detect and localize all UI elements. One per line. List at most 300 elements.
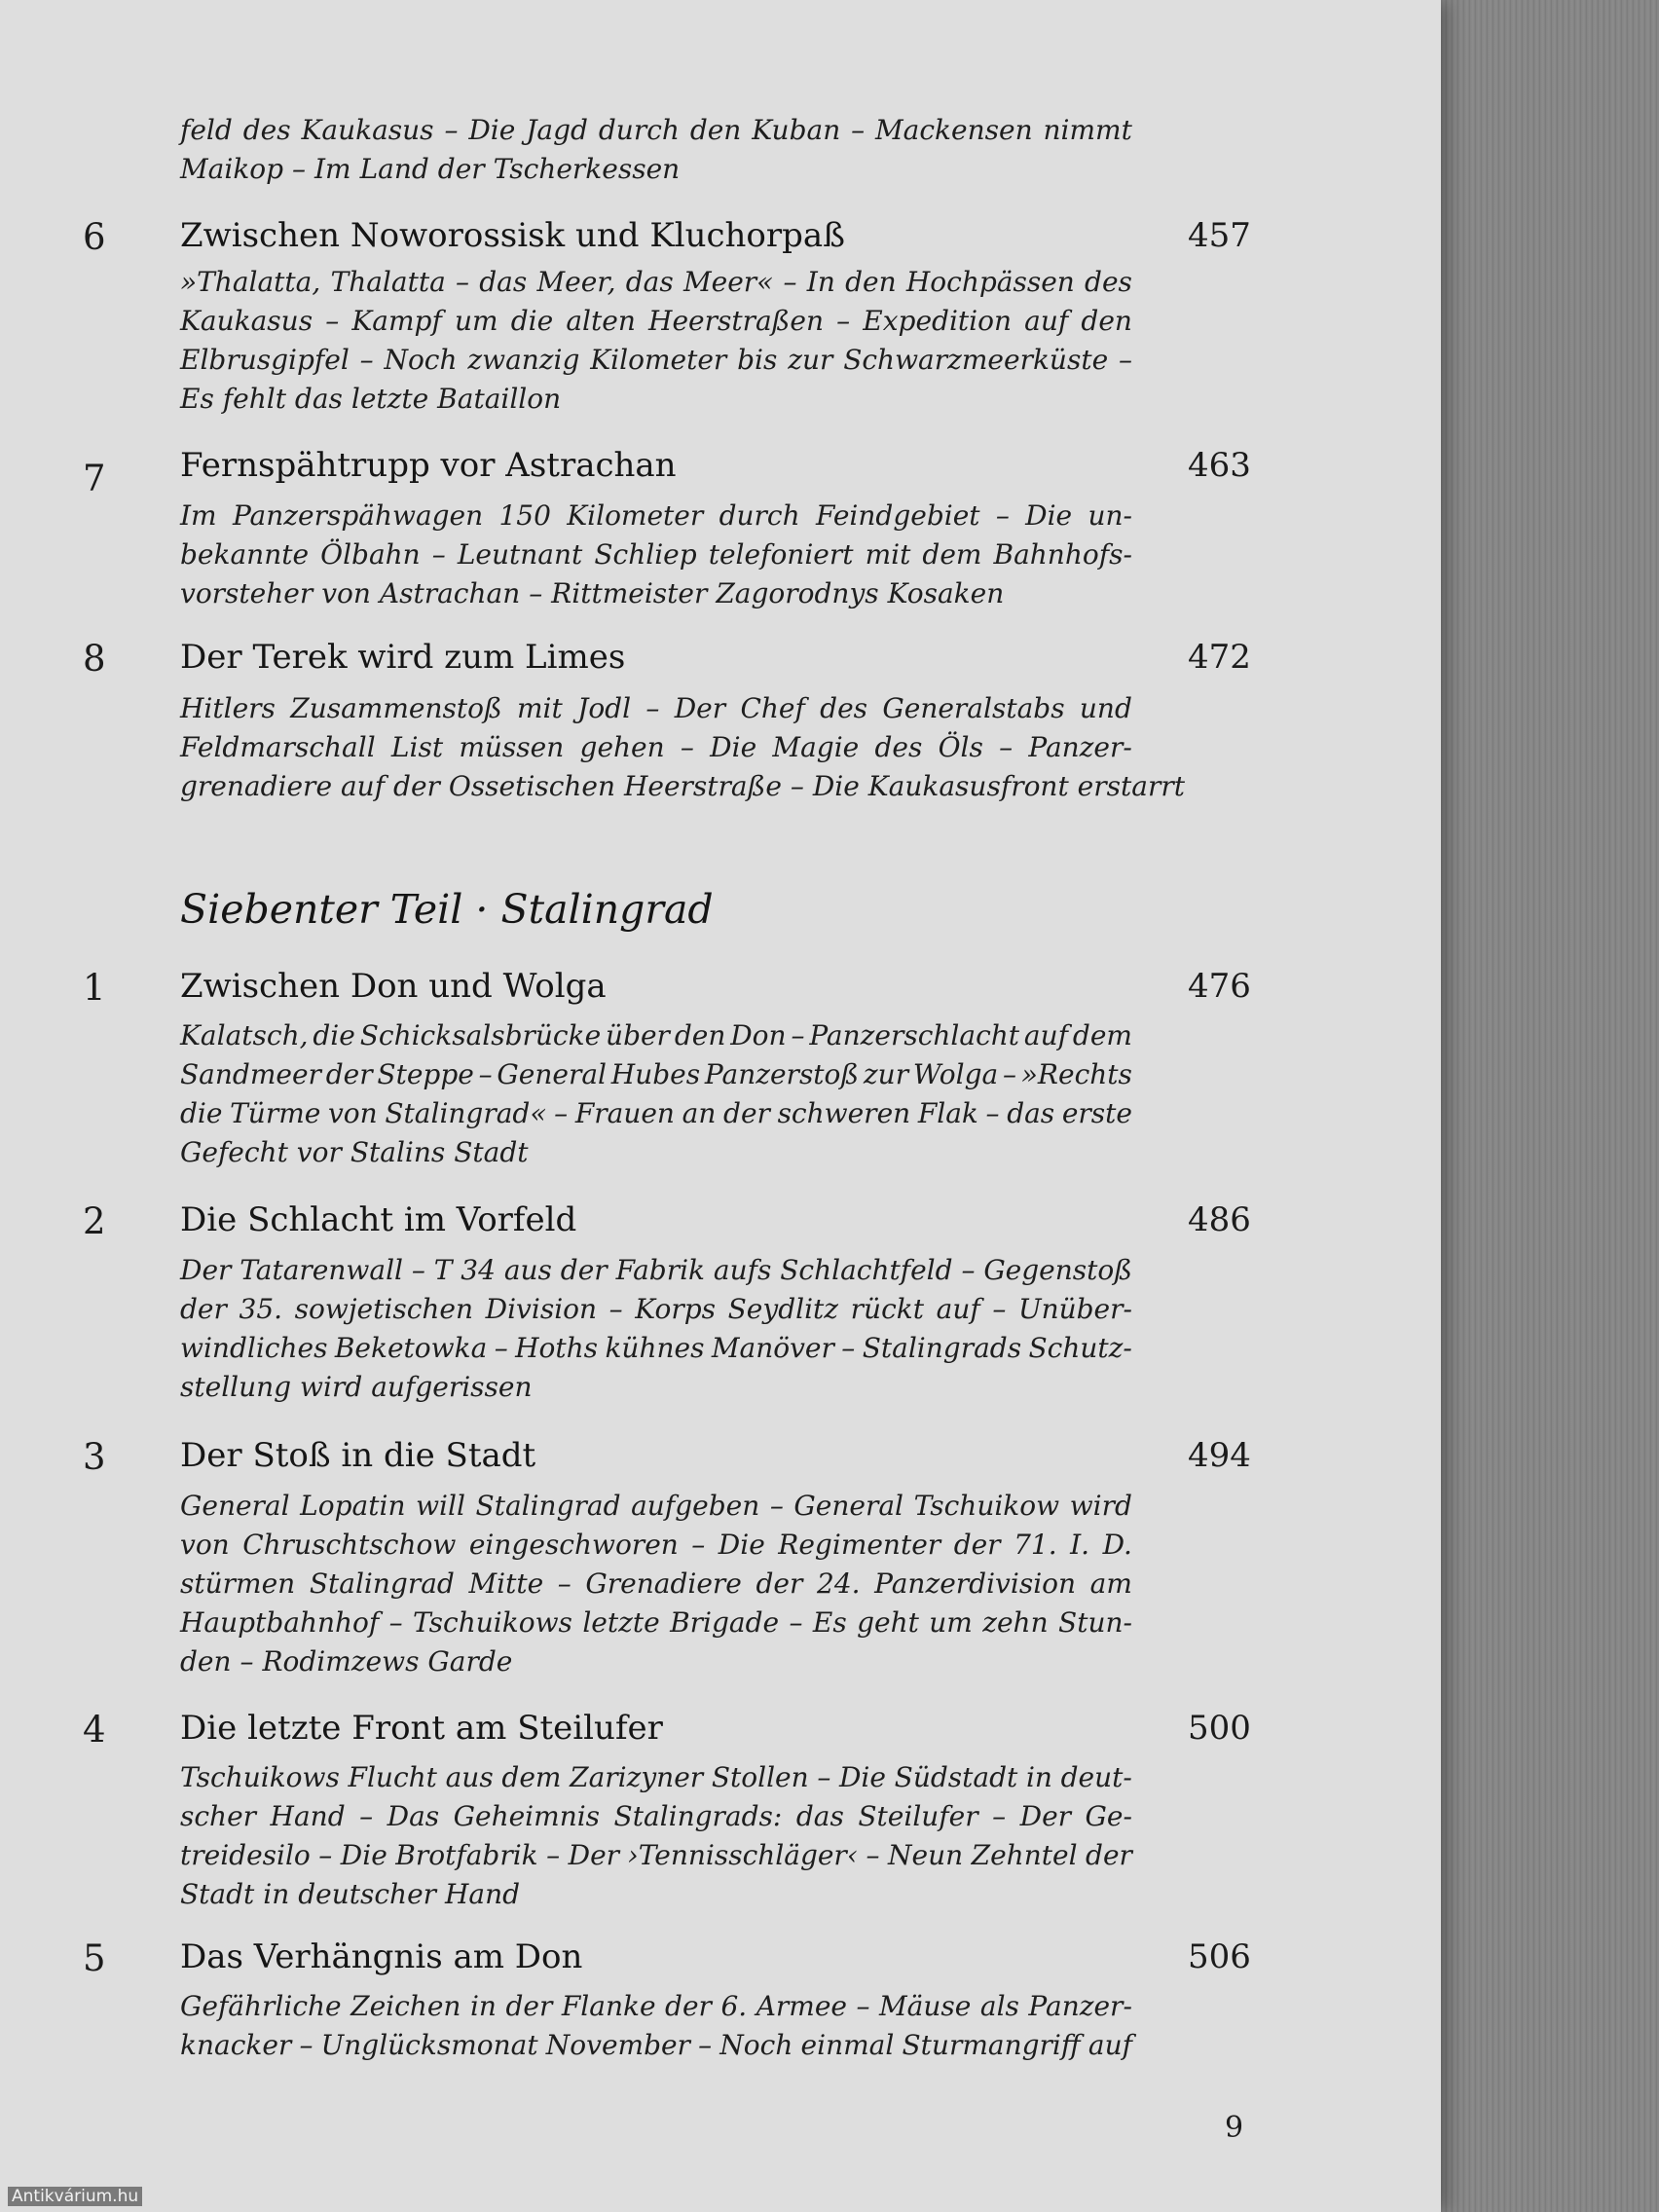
description-line <box>180 535 1132 574</box>
description-word: – <box>769 1490 784 1522</box>
description-word: – <box>995 499 1010 532</box>
description-word: Kilometer <box>590 344 727 376</box>
description-word: Lopatin <box>300 1490 406 1522</box>
description-word: der <box>560 1254 608 1286</box>
description-word: Der <box>1019 1800 1072 1832</box>
description-word: – <box>478 1058 493 1090</box>
description-word: müssen <box>459 731 565 763</box>
description-word: in <box>1025 1761 1052 1793</box>
description-word: dem <box>1072 1019 1132 1051</box>
description-word: aus <box>503 1254 552 1286</box>
description-word: Chef <box>740 692 805 724</box>
description-word: Frauen <box>574 1097 675 1129</box>
description-word: Das <box>387 1800 440 1832</box>
description-word: 35. <box>239 1293 283 1325</box>
next-page-edge <box>1441 0 1659 2212</box>
description-word: eingeschworen <box>468 1529 679 1561</box>
chapter-number: 2 <box>83 1200 106 1242</box>
description-word: – <box>790 770 804 802</box>
description-word: Gefährliche <box>180 1990 342 2022</box>
description-word: den <box>1081 305 1132 337</box>
description-word: Flanke <box>561 1990 656 2022</box>
description-line <box>180 2026 1132 2065</box>
description-word: – <box>546 1839 561 1871</box>
chapter-title: Die letzte Front am Steilufer <box>180 1709 663 1748</box>
description-word: Südstadt <box>894 1761 1018 1793</box>
description-word: ›Tennisschläger‹ <box>627 1839 859 1871</box>
description-line <box>180 1875 1132 1914</box>
description-word: wird <box>300 1371 363 1403</box>
description-word: will <box>416 1490 465 1522</box>
description-line <box>180 1836 1132 1875</box>
description-word: Grenadiere <box>585 1567 742 1600</box>
page-number: 9 <box>1225 2111 1244 2145</box>
description-word: den <box>180 1645 232 1677</box>
description-word: Panzerstoß <box>704 1058 860 1090</box>
description-word: Zehntel <box>971 1839 1078 1871</box>
entry-description <box>180 111 1132 189</box>
description-word: Panzerschlacht <box>809 1019 1020 1051</box>
description-word: das <box>625 266 674 298</box>
description-line <box>180 1604 1132 1642</box>
description-word: einmal <box>800 2029 895 2061</box>
description-word: scher <box>180 1800 257 1832</box>
description-word: Der <box>674 692 726 724</box>
description-word: Die <box>468 114 516 146</box>
description-word: Öls <box>938 731 983 763</box>
description-word: Tschuikow <box>913 1490 1060 1522</box>
description-word: Division <box>485 1293 598 1325</box>
description-word: T <box>433 1254 453 1286</box>
description-word: Kosaken <box>887 577 1005 609</box>
description-line <box>180 1094 1132 1133</box>
description-line <box>180 1758 1132 1797</box>
description-word: Ossetischen <box>448 770 616 802</box>
description-word: – <box>318 1839 333 1871</box>
description-line <box>180 728 1132 767</box>
description-word: des <box>242 114 291 146</box>
description-word: windliches <box>180 1332 328 1364</box>
description-word: Garde <box>427 1645 513 1677</box>
description-word: Stalingrad <box>475 1490 621 1522</box>
description-line <box>180 689 1132 728</box>
description-line <box>180 1251 1132 1290</box>
chapter-number: 3 <box>83 1436 106 1478</box>
description-word: I. <box>1070 1529 1090 1561</box>
description-word: Es <box>812 1606 847 1639</box>
description-word: – <box>866 1839 880 1871</box>
description-word: Stollen <box>711 1761 809 1793</box>
description-word: grenadiere <box>180 770 333 802</box>
description-word: feld <box>180 114 233 146</box>
description-word: – <box>961 1254 976 1286</box>
description-word: Im <box>180 499 217 532</box>
description-word: aufgerissen <box>371 1371 533 1403</box>
description-word: Zarizyner <box>570 1761 704 1793</box>
description-word: Brotfabrik <box>395 1839 538 1871</box>
chapter-page: 476 <box>1188 967 1251 1006</box>
description-word: sowjetischen <box>294 1293 474 1325</box>
description-word: der <box>723 1097 770 1129</box>
description-word: – <box>817 1761 831 1793</box>
description-word: Hochpässen <box>905 266 1075 298</box>
description-word: durch <box>719 499 800 532</box>
description-word: General <box>497 1058 607 1090</box>
description-word: – <box>992 1800 1007 1832</box>
description-word: deutscher <box>298 1878 437 1910</box>
description-word: die <box>180 1097 223 1129</box>
entry-description <box>180 689 1185 806</box>
description-word: um <box>929 1606 973 1639</box>
description-word: List <box>390 731 444 763</box>
description-word: – <box>789 1606 803 1639</box>
description-word: aufgeben <box>631 1490 760 1522</box>
description-word: bekannte <box>180 538 310 571</box>
description-line <box>180 341 1132 380</box>
description-word: Panzerdivision <box>874 1567 1077 1600</box>
entry-description <box>180 1487 1132 1681</box>
description-line <box>180 1055 1132 1094</box>
description-word: – <box>783 266 797 298</box>
description-line <box>180 1290 1132 1329</box>
description-word: – <box>554 1097 569 1129</box>
description-word: mit <box>865 538 911 571</box>
description-word: mit <box>517 692 563 724</box>
description-line <box>180 1016 1132 1055</box>
description-word: der <box>393 770 440 802</box>
description-word: geht <box>857 1606 919 1639</box>
description-word: durch <box>598 114 680 146</box>
description-word: Meer, <box>536 266 616 298</box>
description-word: – <box>1003 1058 1016 1090</box>
description-word: Zeichen <box>350 1990 461 2022</box>
entry-description <box>180 1016 1132 1172</box>
description-word: auf <box>1088 2029 1132 2061</box>
description-word: – <box>698 2029 713 2061</box>
entry-description <box>180 497 1132 613</box>
description-word: auf <box>340 770 386 802</box>
description-word: schweren <box>777 1097 911 1129</box>
description-word: kühnes <box>605 1332 705 1364</box>
chapter-number: 6 <box>83 216 106 258</box>
description-word: zur <box>788 344 833 376</box>
description-word: Jagd <box>526 114 588 146</box>
description-word: in <box>469 1990 497 2022</box>
description-word: Korps <box>635 1293 716 1325</box>
description-word: D. <box>1102 1529 1132 1561</box>
part-heading: Siebenter Teil · Stalingrad <box>180 886 714 933</box>
chapter-title: Der Stoß in die Stadt <box>180 1436 536 1475</box>
description-word: Mäuse <box>879 1990 972 2022</box>
description-word: Seydlitz <box>727 1293 839 1325</box>
chapter-title: Fernspähtrupp vor Astrachan <box>180 446 677 485</box>
description-line <box>180 1133 1132 1172</box>
description-word: – <box>836 305 851 337</box>
description-word: Unüber- <box>1017 1293 1132 1325</box>
description-word: – <box>431 538 446 571</box>
description-word: Schicksalsbrücke <box>359 1019 602 1051</box>
description-word: Die <box>1025 499 1073 532</box>
description-word: Fabrik <box>615 1254 706 1286</box>
description-word: – <box>494 1332 508 1364</box>
description-word: am <box>1089 1567 1132 1600</box>
description-word: die <box>313 1019 355 1051</box>
description-word: die <box>510 305 554 337</box>
description-word: 71. <box>1014 1529 1057 1561</box>
description-word: Schlachtfeld <box>780 1254 953 1286</box>
description-word: des <box>1085 266 1132 298</box>
description-word: Die <box>340 1839 387 1871</box>
description-word: Die <box>710 731 757 763</box>
description-word: zehn <box>982 1606 1049 1639</box>
description-word: Schliep <box>594 538 697 571</box>
description-word: rückt <box>850 1293 924 1325</box>
chapter-title: Der Terek wird zum Limes <box>180 638 626 677</box>
description-word: 150 <box>498 499 551 532</box>
description-word: Mitte <box>468 1567 544 1600</box>
description-word: Stalingrads <box>862 1332 1022 1364</box>
description-word: auf <box>1023 1019 1069 1051</box>
description-word: General <box>793 1490 903 1522</box>
description-word: Geheimnis <box>453 1800 601 1832</box>
description-word: – <box>1118 344 1132 376</box>
description-word: Stalingrads: <box>613 1800 783 1832</box>
description-word: Sturmangriff <box>902 2029 1081 2061</box>
description-word: Es <box>180 383 214 415</box>
description-word: Unglücksmonat <box>320 2029 538 2061</box>
description-word: Stadt <box>454 1136 529 1168</box>
description-word: Zusammenstoß <box>290 692 502 724</box>
description-word: um <box>455 305 498 337</box>
description-word: Die <box>838 1761 886 1793</box>
description-word: den <box>845 266 897 298</box>
description-line <box>180 1565 1132 1604</box>
description-word: der <box>180 1293 227 1325</box>
description-word: Steilufer <box>858 1800 978 1832</box>
description-word: – <box>388 1606 403 1639</box>
description-word: den <box>674 1019 726 1051</box>
description-word: – <box>856 1990 870 2022</box>
description-word: »Thalatta, <box>180 266 321 298</box>
description-word: von <box>327 1097 378 1129</box>
description-word: Land <box>359 153 429 185</box>
description-word: – <box>240 1645 254 1677</box>
description-word: in <box>263 1878 290 1910</box>
description-line <box>180 1797 1132 1836</box>
chapter-page: 472 <box>1188 638 1251 677</box>
description-line <box>180 574 1132 613</box>
description-word: – <box>608 1293 623 1325</box>
description-word: Neun <box>888 1839 964 1871</box>
description-word: knacker <box>180 2029 292 2061</box>
description-word: nimmt <box>1043 114 1132 146</box>
description-word: Don <box>730 1019 787 1051</box>
description-word: Tschuikows <box>180 1761 340 1793</box>
description-word: – <box>680 731 694 763</box>
description-word: Tscherkessen <box>493 153 681 185</box>
chapter-page: 494 <box>1188 1436 1251 1475</box>
description-word: den <box>689 114 742 146</box>
description-word: an <box>682 1097 717 1129</box>
description-word: zwanzig <box>467 344 580 376</box>
description-word: Tatarenwall <box>240 1254 403 1286</box>
description-word: Kilometer <box>567 499 704 532</box>
description-word: – <box>999 731 1014 763</box>
description-word: Im <box>313 153 351 185</box>
description-word: Maikop <box>180 153 284 185</box>
description-word: Flucht <box>348 1761 437 1793</box>
description-word: der <box>756 1567 803 1600</box>
description-word: der <box>665 1990 712 2022</box>
description-word: – <box>791 1019 805 1051</box>
description-word: Kalatsch, <box>180 1019 309 1051</box>
description-word: – <box>411 1254 425 1286</box>
chapter-page: 486 <box>1188 1200 1251 1239</box>
chapter-page: 500 <box>1188 1709 1251 1748</box>
chapter-number: 4 <box>83 1709 106 1751</box>
description-word: Der <box>568 1839 620 1871</box>
entry-description <box>180 1251 1132 1407</box>
description-word: Feldmarschall <box>180 731 376 763</box>
description-word: Stalins <box>350 1136 446 1168</box>
description-word: der <box>325 1058 373 1090</box>
description-word: erste <box>1061 1097 1132 1129</box>
chapter-title: Zwischen Don und Wolga <box>180 967 607 1006</box>
entry-description <box>180 263 1132 419</box>
description-word: das <box>479 266 528 298</box>
description-word: Regimenter <box>778 1529 941 1561</box>
description-word: zur <box>863 1058 909 1090</box>
description-word: Jodl <box>577 692 632 724</box>
description-word: General <box>180 1490 290 1522</box>
description-word: Panzer- <box>1028 731 1132 763</box>
description-word: auf <box>1024 305 1069 337</box>
description-word: »Rechts <box>1020 1058 1132 1090</box>
description-word: der <box>437 153 485 185</box>
description-word: wird <box>1069 1490 1132 1522</box>
description-word: Noch <box>384 344 458 376</box>
description-word: Heerstraße <box>623 770 782 802</box>
description-word: Rittmeister <box>551 577 708 609</box>
description-word: dem <box>922 538 982 571</box>
description-line <box>180 1487 1132 1526</box>
description-word: gehen <box>579 731 665 763</box>
description-word: Ölbahn <box>320 538 421 571</box>
description-word: Mackensen <box>875 114 1033 146</box>
description-word: Armee <box>756 1990 847 2022</box>
description-word: Gefecht <box>180 1136 288 1168</box>
description-word: – <box>325 305 340 337</box>
description-word: Kuban <box>752 114 841 146</box>
description-word: Magie <box>772 731 860 763</box>
description-word: – <box>292 153 307 185</box>
description-word: erstarrt <box>1077 770 1185 802</box>
description-word: 24. <box>817 1567 861 1600</box>
description-word: Die <box>718 1529 765 1561</box>
description-line <box>180 263 1132 302</box>
description-line <box>180 1987 1132 2026</box>
entry-description <box>180 1758 1132 1914</box>
description-word: Stalingrad« <box>385 1097 547 1129</box>
description-word: von <box>180 1529 230 1561</box>
description-word: alten <box>566 305 636 337</box>
description-word: – <box>992 1293 1007 1325</box>
description-word: Schutz- <box>1028 1332 1132 1364</box>
description-word: – <box>529 577 543 609</box>
description-line <box>180 150 1132 189</box>
description-word: Hubes <box>610 1058 701 1090</box>
description-word: Ge- <box>1085 1800 1132 1832</box>
description-word: über <box>606 1019 670 1051</box>
description-line <box>180 111 1132 150</box>
description-word: Kaukasus <box>180 305 313 337</box>
description-word: des <box>874 731 923 763</box>
description-word: – <box>691 1529 706 1561</box>
description-word: Thalatta <box>330 266 446 298</box>
description-word: Elbrusgipfel <box>180 344 350 376</box>
description-word: bis <box>737 344 778 376</box>
description-word: Der <box>180 1254 232 1286</box>
description-word: Hitlers <box>180 692 276 724</box>
description-word: Schwarzmeerküste <box>843 344 1109 376</box>
description-line <box>180 1329 1132 1368</box>
description-word: Panzerspähwagen <box>232 499 484 532</box>
description-word: – <box>299 2029 313 2061</box>
description-word: treidesilo <box>180 1839 311 1871</box>
description-word: Noch <box>719 2029 793 2061</box>
chapter-title: Die Schlacht im Vorfeld <box>180 1200 577 1239</box>
description-word: letzte <box>350 383 429 415</box>
description-word: Sandmeer <box>180 1058 321 1090</box>
description-word: Hoths <box>515 1332 599 1364</box>
description-word: Feindgebiet <box>815 499 980 532</box>
description-word: – <box>359 1800 374 1832</box>
description-word: Türme <box>230 1097 321 1129</box>
description-word: vor <box>296 1136 342 1168</box>
chapter-title: Das Verhängnis am Don <box>180 1937 583 1976</box>
description-word: das <box>294 383 343 415</box>
description-word: des <box>820 692 868 724</box>
chapter-number: 8 <box>83 638 106 680</box>
description-word: aus <box>445 1761 494 1793</box>
chapter-number: 1 <box>83 967 106 1009</box>
chapter-page: 463 <box>1188 446 1251 485</box>
description-word: letzte <box>582 1606 660 1639</box>
description-word: Steppe <box>377 1058 474 1090</box>
description-word: Hand <box>445 1878 521 1910</box>
description-word: – <box>851 114 866 146</box>
description-word: der <box>1086 1839 1132 1871</box>
description-word: Wolga <box>912 1058 999 1090</box>
chapter-title: Zwischen Noworossisk und Kluchorpaß <box>180 216 845 255</box>
description-word: stellung <box>180 1371 292 1403</box>
description-line <box>180 767 1185 806</box>
description-word: – <box>985 1097 1000 1129</box>
description-word: vorsteher <box>180 577 313 609</box>
description-word: – <box>444 114 459 146</box>
description-word: un- <box>1088 499 1132 532</box>
description-word: Expedition <box>863 305 1012 337</box>
description-word: 6. <box>720 1990 748 2022</box>
description-word: Astrachan <box>379 577 521 609</box>
description-word: das <box>1007 1097 1055 1129</box>
description-word: Hand <box>270 1800 346 1832</box>
description-word: der <box>953 1529 1001 1561</box>
description-word: Panzer- <box>1028 1990 1132 2022</box>
description-word: Kaukasusfront <box>867 770 1069 802</box>
description-word: deut- <box>1060 1761 1132 1793</box>
description-word: – <box>841 1332 856 1364</box>
